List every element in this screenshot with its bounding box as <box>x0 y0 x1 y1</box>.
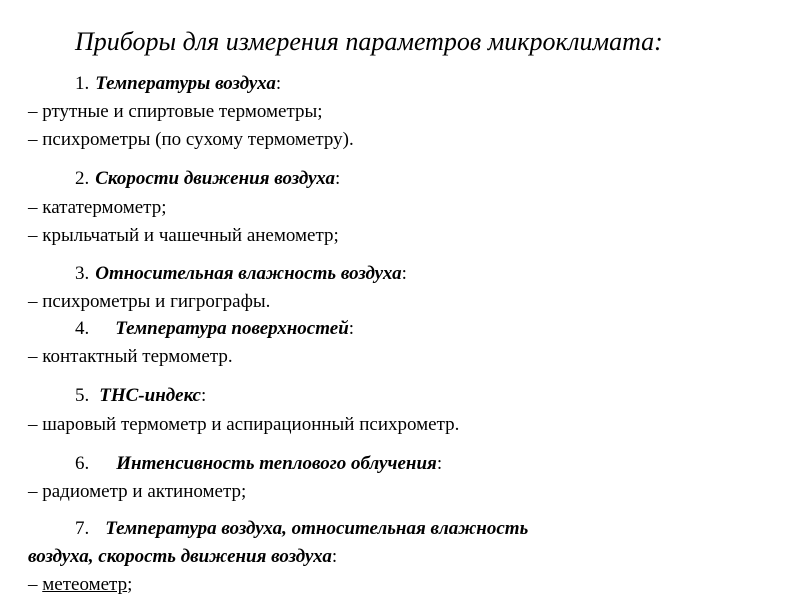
list-item: – ртутные и спиртовые термометры; <box>28 101 323 122</box>
list-item: – шаровый термометр и аспирационный психрометр. <box>28 414 460 435</box>
page-title: Приборы для измерения параметров микроклимата: <box>75 27 663 56</box>
section-name: Интенсивность теплового облучения <box>116 453 437 474</box>
meteometer-link[interactable]: метеометр <box>42 574 128 595</box>
section-6-heading: 6. Интенсивность теплового облучения: <box>75 453 443 474</box>
section-number: 5. <box>75 385 90 406</box>
list-item: – контактный термометр. <box>28 346 233 367</box>
section-4-heading: 4. Температура поверхностей: <box>75 318 355 339</box>
section-name: Скорости движения воздуха <box>95 168 336 189</box>
list-item: – психрометры (по сухому термометру). <box>28 129 354 150</box>
section-number: 7. <box>75 518 90 539</box>
list-item: – радиометр и актинометр; <box>28 481 247 502</box>
section-name: ТНС-индекс <box>99 385 201 406</box>
section-3-heading: 3. Относительная влажность воздуха: <box>75 263 407 284</box>
list-item: – кататермометр; <box>28 197 167 218</box>
section-number: 1. <box>75 73 90 94</box>
section-name: Относительная влажность воздуха <box>95 263 402 284</box>
section-number: 3. <box>75 263 90 284</box>
list-item: – метеометр; <box>28 574 133 595</box>
list-item: – крыльчатый и чашечный анемометр; <box>28 225 339 246</box>
section-name: Температура поверхностей <box>115 318 349 339</box>
section-name: Температуры воздуха <box>95 73 276 94</box>
section-2-heading: 2. Скорости движения воздуха: <box>75 168 341 189</box>
section-number: 2. <box>75 168 90 189</box>
section-7-heading-continuation: воздуха, скорость движения воздуха: <box>28 546 338 567</box>
section-number: 6. <box>75 453 90 474</box>
section-number: 4. <box>75 318 90 339</box>
list-item: – психрометры и гигрографы. <box>28 291 271 312</box>
section-1-heading: 1. Температуры воздуха: <box>75 73 282 94</box>
section-name: Температура воздуха, относительная влажность <box>105 518 529 539</box>
section-5-heading: 5. ТНС-индекс: <box>75 385 207 406</box>
section-7-heading <box>75 517 528 541</box>
